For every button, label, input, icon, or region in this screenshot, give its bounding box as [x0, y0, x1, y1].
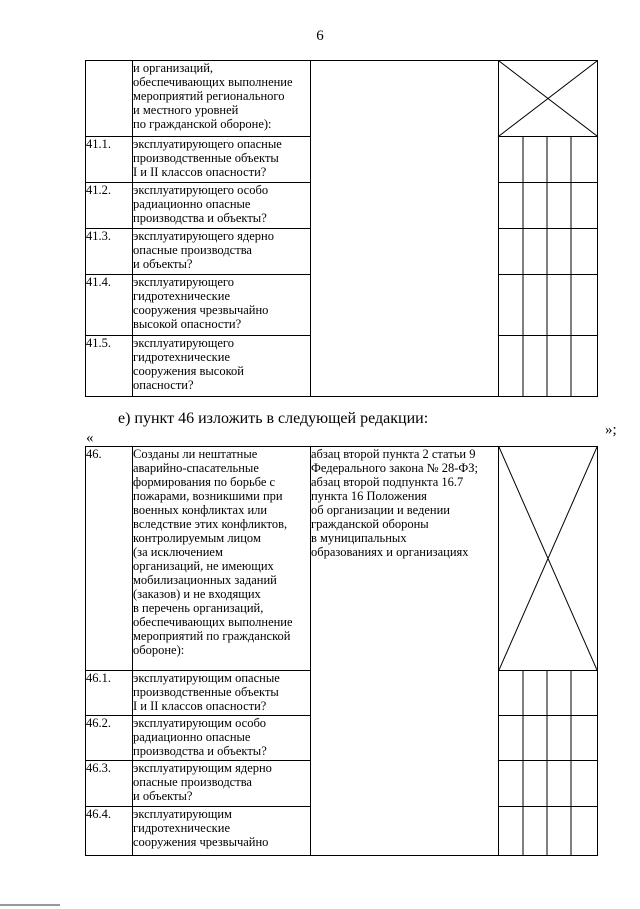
item-number: 46.: [86, 447, 133, 671]
answer-columns: [499, 761, 598, 807]
answer-columns: [499, 183, 598, 229]
checklist-table-1: [85, 60, 598, 397]
question-text: эксплуатирующим гидротехнические сооружения чрезвычайно: [133, 807, 311, 856]
normative-reference-cell: абзац второй пункта 2 статьи 9 Федерального закона № 28-ФЗ; абзац второй подпункта 16.7 пункта 16 Положения об организации и ведении гражданской обороны в муниципальных образованиях и организациях: [311, 447, 499, 856]
item-number: 41.1.: [86, 137, 133, 183]
item-number: 41.3.: [86, 229, 133, 275]
closing-quote: »;: [605, 422, 617, 438]
item-number: 41.4.: [86, 275, 133, 336]
checklist-table-2: [85, 446, 598, 856]
cross-mark: [499, 447, 597, 670]
page-number: 6: [316, 28, 324, 44]
table-row: [86, 447, 598, 671]
question-text: эксплуатирующим опасные производственные объекты I и II классов опасности?: [133, 671, 311, 716]
question-text: эксплуатирующего особо радиационно опасные производства и объекты?: [133, 183, 311, 229]
opening-quote: «: [86, 430, 94, 446]
crossed-out-cell: [499, 61, 598, 137]
cross-mark: [499, 61, 597, 136]
answer-columns: [499, 229, 598, 275]
question-text: эксплуатирующего ядерно опасные производства и объекты?: [133, 229, 311, 275]
answer-columns: [499, 336, 598, 397]
question-text: эксплуатирующего гидротехнические сооружения высокой опасности?: [133, 336, 311, 397]
normative-reference-cell: [311, 61, 499, 397]
question-text: и организаций, обеспечивающих выполнение мероприятий регионального и местного уровней по гражданской обороне):: [133, 61, 311, 137]
table-row: [86, 61, 598, 137]
item-number: 41.5.: [86, 336, 133, 397]
crossed-out-cell: [499, 447, 598, 671]
item-number: [86, 61, 133, 137]
scan-artifact: [0, 904, 60, 906]
item-number: 46.2.: [86, 716, 133, 761]
answer-columns: [499, 671, 598, 716]
item-number: 46.1.: [86, 671, 133, 716]
answer-columns: [499, 137, 598, 183]
question-text: эксплуатирующего гидротехнические сооружения чрезвычайно высокой опасности?: [133, 275, 311, 336]
question-text: эксплуатирующего опасные производственные объекты I и II классов опасности?: [133, 137, 311, 183]
answer-columns: [499, 807, 598, 856]
question-text: эксплуатирующим ядерно опасные производства и объекты?: [133, 761, 311, 807]
answer-columns: [499, 716, 598, 761]
item-number: 46.4.: [86, 807, 133, 856]
question-text: Созданы ли нештатные аварийно-спасательные формирования по борьбе с пожарами, возникшими при военных конфликтах или вследствие этих конфликтов, контролируемым лицом (за исключением организаций, не имеющих мобилизационных заданий (заказов) и не входящих в перечень организаций, обеспечивающих выполнение мероприятий по гражданской обороне):: [133, 447, 311, 671]
subsection-heading: е) пункт 46 изложить в следующей редакции:: [118, 410, 429, 427]
question-text: эксплуатирующим особо радиационно опасные производства и объекты?: [133, 716, 311, 761]
answer-columns: [499, 275, 598, 336]
item-number: 41.2.: [86, 183, 133, 229]
item-number: 46.3.: [86, 761, 133, 807]
